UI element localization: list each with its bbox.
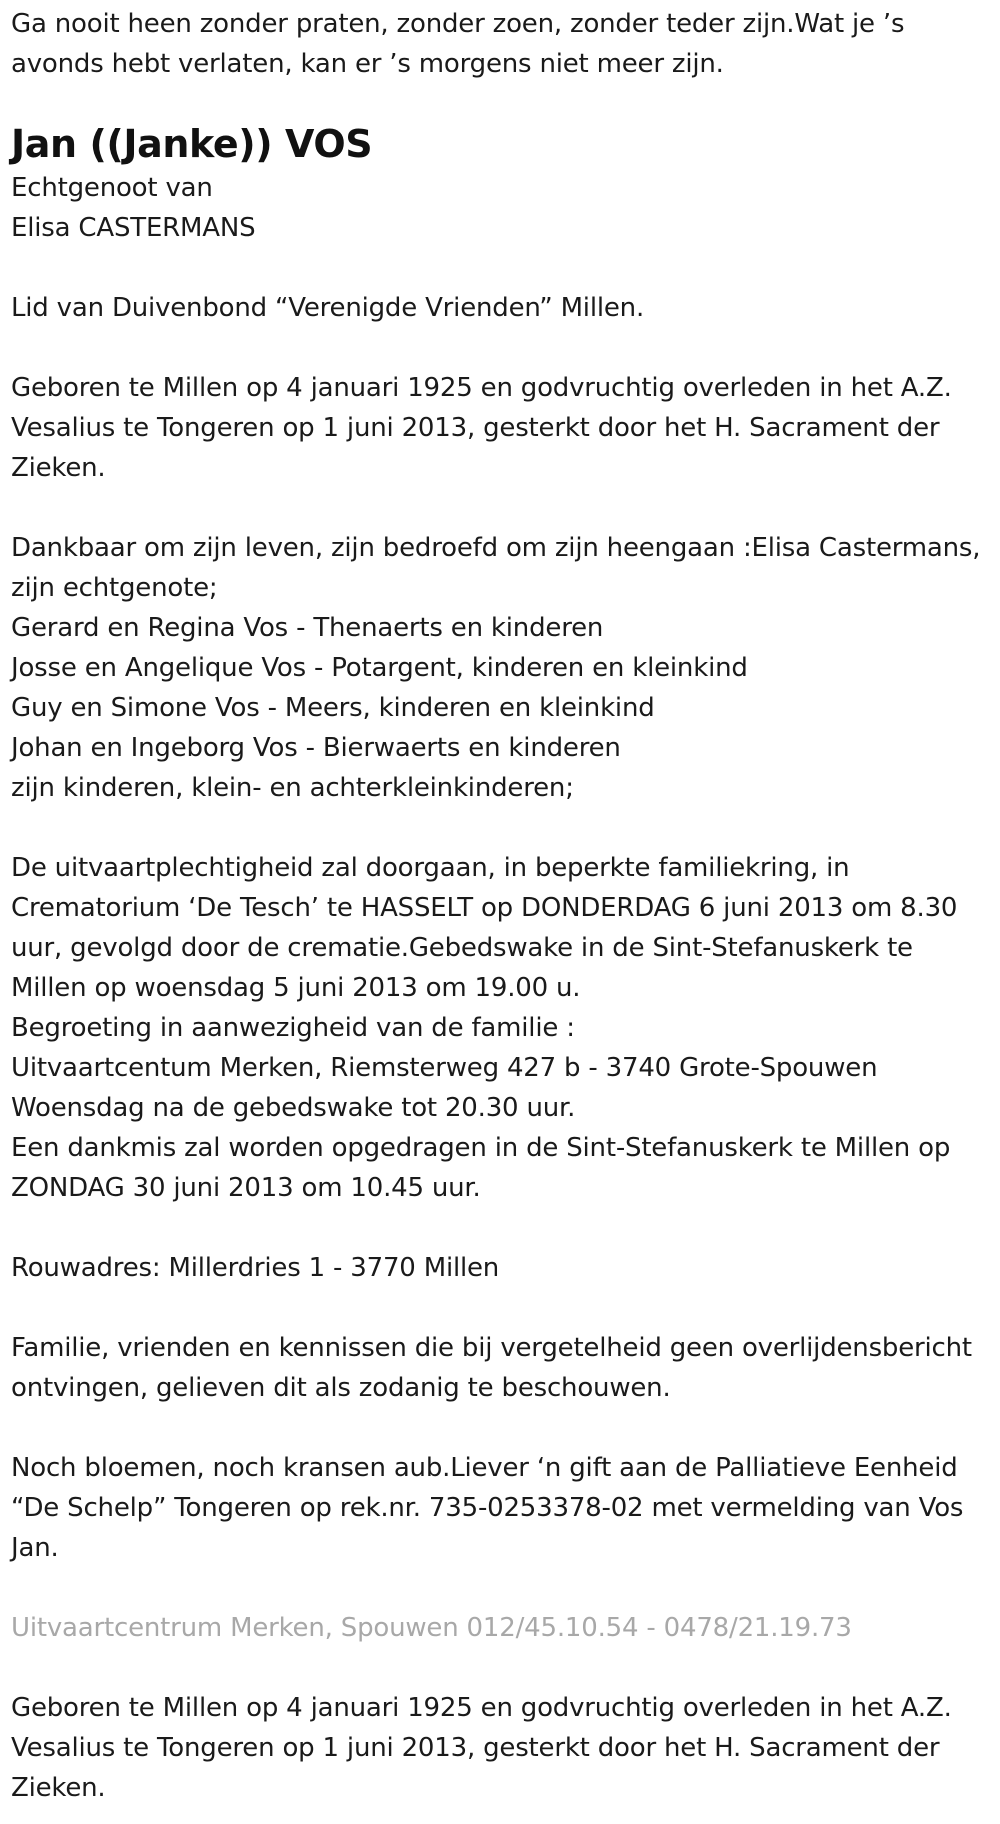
spouse-label: Echtgenoot van — [11, 173, 213, 203]
membership-text: Lid van Duivenbond “Verenigde Vrienden” Millen. — [11, 293, 645, 323]
ceremony-line: Woensdag na de gebedswake tot 20.30 uur. — [11, 1093, 576, 1123]
mourners-line: zijn kinderen, klein- en achterkleinkinderen; — [11, 773, 574, 803]
ceremony-line: De uitvaartplechtigheid zal doorgaan, in beperkte familiekring, in Crematorium ‘De Tesch’ te HASSELT op DONDERDAG 6 juni 2013 om 8.30 uur, gevolgd door de crematie.Gebedswake in de Sint-Stefanuskerk te Millen op woensdag 5 juni 2013 om 19.00 u. — [11, 853, 958, 1003]
ceremony-line: Een dankmis zal worden opgedragen in de Sint-Stefanuskerk te Millen op ZONDAG 30 juni 2013 om 10.45 uur. — [11, 1133, 951, 1203]
birth-death-text-repeat: Geboren te Millen op 4 januari 1925 en godvruchtig overleden in het A.Z. Vesalius te Tongeren op 1 juni 2013, gesterkt door het H. Sacrament der Zieken. — [11, 1693, 952, 1803]
mourners-line: Gerard en Regina Vos - Thenaerts en kinderen — [11, 613, 604, 643]
ceremony-line: Uitvaartcentum Merken, Riemsterweg 427 b - 3740 Grote-Spouwen — [11, 1053, 878, 1083]
opening-quote: Ga nooit heen zonder praten, zonder zoen, zonder teder zijn.Wat je ’s avonds hebt verlaten, kan er ’s morgens niet meer zijn. — [11, 9, 905, 79]
mourners-line: Josse en Angelique Vos - Potargent, kinderen en kleinkind — [11, 653, 748, 683]
mourners-list — [11, 528, 990, 808]
ceremony-details — [11, 848, 990, 1208]
funeral-home-contact: Uitvaartcentrum Merken, Spouwen 012/45.10.54 - 0478/21.19.73 — [11, 1613, 852, 1643]
mourners-line: Johan en Ingeborg Vos - Bierwaerts en kinderen — [11, 733, 621, 763]
ceremony-line: Begroeting in aanwezigheid van de familie : — [11, 1013, 575, 1043]
birth-death-text: Geboren te Millen op 4 januari 1925 en godvruchtig overleden in het A.Z. Vesalius te Tongeren op 1 juni 2013, gesterkt door het H. Sacrament der Zieken. — [11, 373, 952, 483]
donation-text: Noch bloemen, noch kransen aub.Liever ‘n gift aan de Palliatieve Eenheid “De Schelp” Tongeren op rek.nr. 735-0253378-02 met vermelding van Vos Jan. — [11, 1453, 964, 1563]
mourners-line: Guy en Simone Vos - Meers, kinderen en kleinkind — [11, 693, 655, 723]
mourners-line: Dankbaar om zijn leven, zijn bedroefd om zijn heengaan :Elisa Castermans, zijn echtgenote; — [11, 533, 981, 603]
spouse-name: Elisa CASTERMANS — [11, 213, 256, 243]
mourning-address: Rouwadres: Millerdries 1 - 3770 Millen — [11, 1253, 500, 1283]
notice-text: Familie, vrienden en kennissen die bij vergetelheid geen overlijdensbericht ontvingen, gelieven dit als zodanig te beschouwen. — [11, 1333, 972, 1403]
deceased-name: Jan ((Janke)) VOS — [11, 122, 373, 166]
